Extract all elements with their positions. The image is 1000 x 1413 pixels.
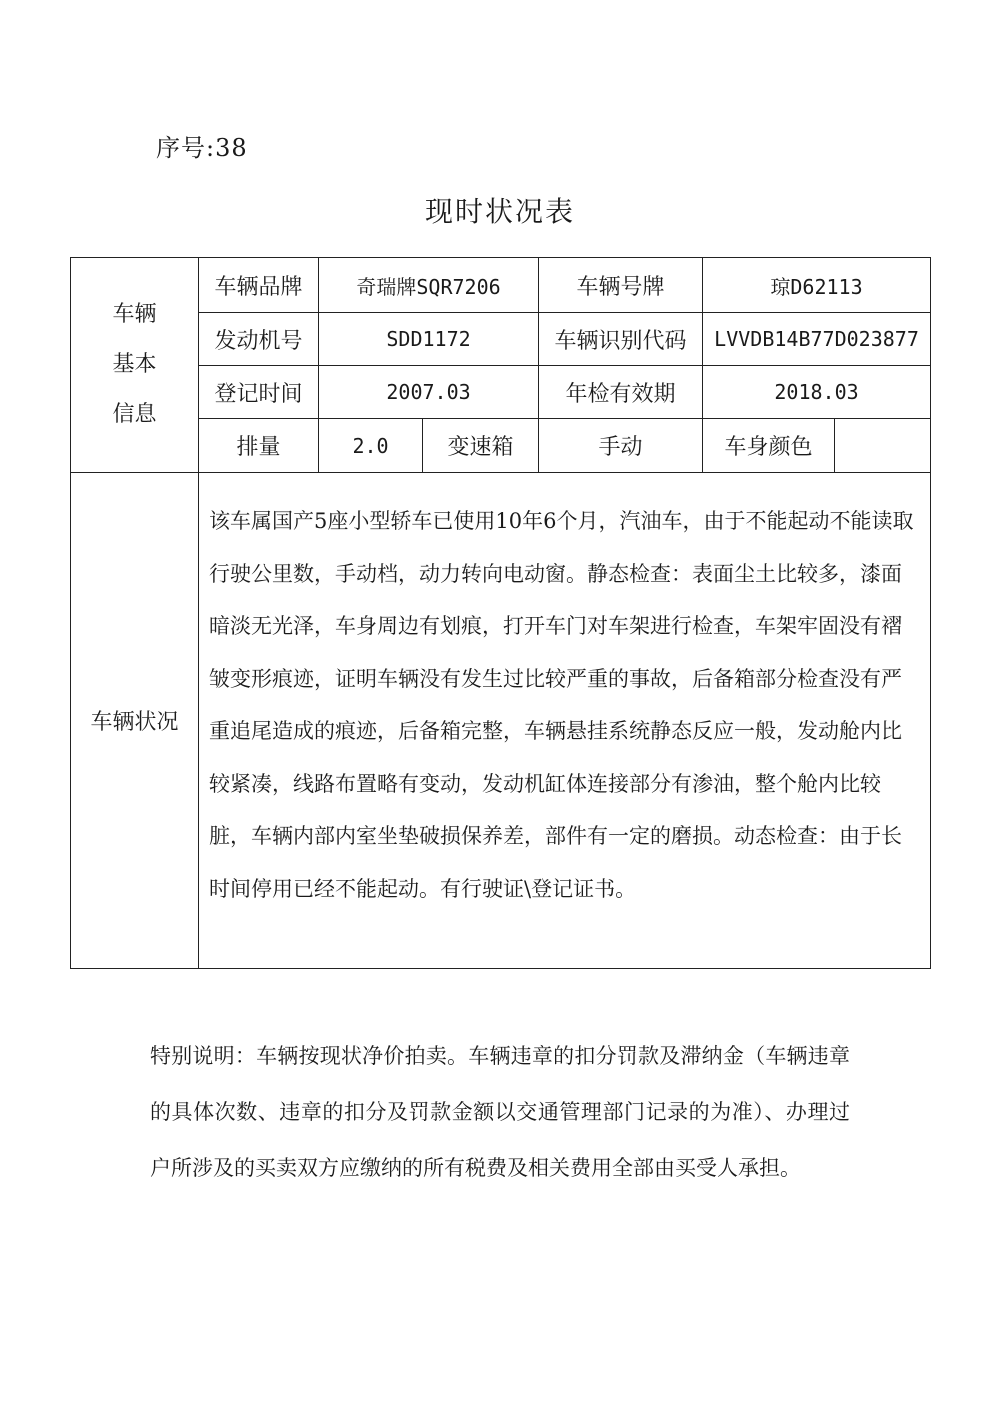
brand-label: 车辆品牌 [199,258,319,313]
plate-label: 车辆号牌 [539,258,703,313]
condition-description: 该车属国产5座小型轿车已使用10年6个月，汽油车，由于不能起动不能读取行驶公里数，手动档，动力转向电动窗。静态检查：表面尘土比较多，漆面暗淡无光泽，车身周边有划痕，打开车门对车架进行检查，车架牢固没有褶皱变形痕迹，证明车辆没有发生过比较严重的事故，后备箱部分检查没有严重追尾造成的痕迹，后备箱完整，车辆悬挂系统静态反应一般，发动舱内比较紧凑，线路布置略有变动，发动机缸体连接部分有渗油，整个舱内比较脏，车辆内部内室坐垫破损保养差，部件有一定的磨损。动态检查：由于长时间停用已经不能起动。有行驶证\登记证书。 [199,473,931,969]
basic-info-label-line: 基本 [112,352,157,377]
basic-info-label-line: 车辆 [112,302,157,327]
basic-info-label-line: 信息 [112,402,157,427]
displacement-label: 排量 [199,419,319,473]
vin-value: LVVDB14B77D023877 [703,313,931,366]
engine-value: SDD1172 [319,313,539,366]
gearbox-value: 手动 [539,419,703,473]
engine-label: 发动机号 [199,313,319,366]
registration-value: 2007.03 [319,366,539,419]
registration-label: 登记时间 [199,366,319,419]
body-color-value [835,419,931,473]
plate-value: 琼D62113 [703,258,931,313]
inspection-label: 年检有效期 [539,366,703,419]
vin-label: 车辆识别代码 [539,313,703,366]
basic-info-label [71,258,199,473]
page-title: 现时状况表 [424,195,575,228]
gearbox-label: 变速箱 [423,419,539,473]
vehicle-info-table [70,257,931,969]
body-color-label: 车身颜色 [703,419,835,473]
displacement-value: 2.0 [319,419,423,473]
serial-number: 序号:38 [156,134,248,162]
brand-value: 奇瑞牌SQR7206 [319,258,539,313]
inspection-value: 2018.03 [703,366,931,419]
condition-label: 车辆状况 [71,473,199,969]
special-note: 特别说明：车辆按现状净价拍卖。车辆违章的扣分罚款及滞纳金（车辆违章的具体次数、违章的扣分及罚款金额以交通管理部门记录的为准）、办理过户所涉及的买卖双方应缴纳的所有税费及相关费用全部由买受人承担。 [150,1044,850,1180]
